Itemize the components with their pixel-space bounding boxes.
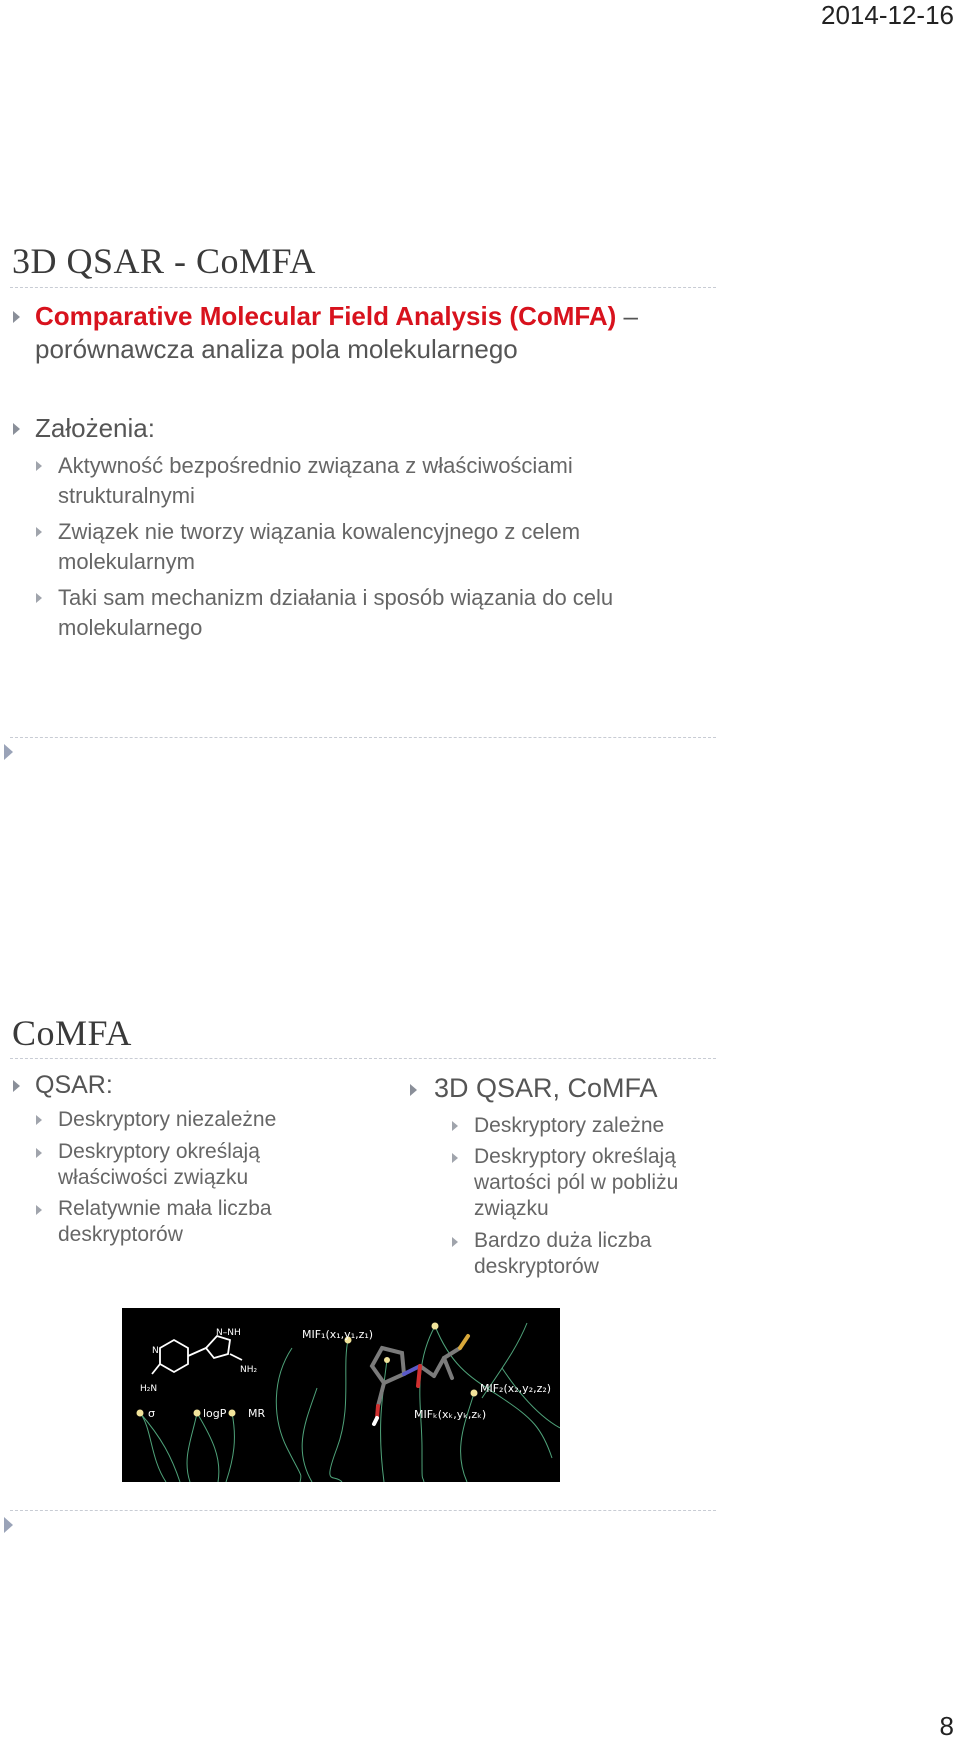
h2n-label: H₂N	[140, 1384, 158, 1394]
sigma-label: σ	[148, 1407, 155, 1420]
comfa-term: Comparative Molecular Field Analysis (CoMFA)	[35, 301, 617, 331]
qsar-heading: QSAR:	[35, 1071, 113, 1099]
slide-footer-divider	[10, 737, 716, 738]
sub-bullet-arrow-icon	[36, 1115, 42, 1125]
mifk-label: MIFₖ(xₖ,yₖ,zₖ)	[414, 1408, 487, 1421]
date-stamp: 2014-12-16	[821, 0, 954, 30]
sub-bullet-arrow-icon	[452, 1237, 458, 1247]
assumptions-heading: Założenia:	[35, 413, 155, 443]
bullet-arrow-icon	[13, 423, 20, 435]
assumption-item: Taki sam mechanizm działania i sposób wiązania do celu molekularnego	[58, 585, 614, 640]
slide-marker-icon	[4, 744, 13, 760]
field-lines	[140, 1323, 560, 1482]
title-divider	[10, 1058, 716, 1059]
3d-qsar-item: Bardzo duża liczba deskryptorów	[474, 1229, 652, 1278]
comfa-translation: porównawcza analiza pola molekularnego	[35, 334, 518, 364]
comfa-descriptor-figure	[122, 1308, 560, 1482]
qsar-item: Relatywnie mała liczba deskryptorów	[58, 1197, 272, 1246]
sub-bullet-arrow-icon	[36, 461, 42, 471]
nh-label: N–NH	[216, 1328, 241, 1338]
sub-bullet-arrow-icon	[36, 527, 42, 537]
n-label: N	[152, 1346, 159, 1356]
nh2-label: NH₂	[240, 1365, 258, 1375]
assumption-item: Aktywność bezpośrednio związana z właściwościami strukturalnymi	[58, 453, 573, 508]
mif2-label: MIF₂(x₂,y₂,z₂)	[480, 1382, 552, 1395]
3d-qsar-item: Deskryptory określają wartości pól w pobliżu związku	[474, 1145, 679, 1220]
comfa-definition-bullet	[35, 300, 638, 366]
slide-footer-divider	[10, 1510, 716, 1511]
sub-bullet-arrow-icon	[36, 1205, 42, 1215]
sub-bullet-arrow-icon	[36, 593, 42, 603]
slide-title-3d-qsar: 3D QSAR - CoMFA	[12, 241, 316, 281]
page-number: 8	[939, 1711, 954, 1741]
sub-bullet-arrow-icon	[36, 1148, 42, 1158]
3d-qsar-item: Deskryptory zależne	[474, 1114, 665, 1137]
mr-label: MR	[248, 1407, 266, 1420]
title-divider	[10, 287, 716, 288]
small-molecule-drawing	[152, 1336, 242, 1374]
logp-label: logP	[203, 1407, 227, 1420]
dash: –	[616, 301, 638, 331]
mif1-label: MIF₁(x₁,y₁,z₁)	[302, 1328, 374, 1341]
bullet-arrow-icon	[13, 1080, 20, 1092]
bullet-arrow-icon	[410, 1084, 417, 1096]
bullet-arrow-icon	[13, 311, 20, 323]
slide-marker-icon	[4, 1517, 13, 1533]
figure-svg	[122, 1308, 560, 1482]
assumption-item: Związek nie tworzy wiązania kowalencyjnego z celem molekularnym	[58, 519, 581, 574]
3d-qsar-heading: 3D QSAR, CoMFA	[434, 1073, 658, 1103]
sub-bullet-arrow-icon	[452, 1153, 458, 1163]
qsar-item: Deskryptory określają właściwości związku	[58, 1140, 260, 1189]
slide-title-comfa: CoMFA	[12, 1013, 132, 1053]
qsar-item: Deskryptory niezależne	[58, 1108, 277, 1131]
sub-bullet-arrow-icon	[452, 1121, 458, 1131]
